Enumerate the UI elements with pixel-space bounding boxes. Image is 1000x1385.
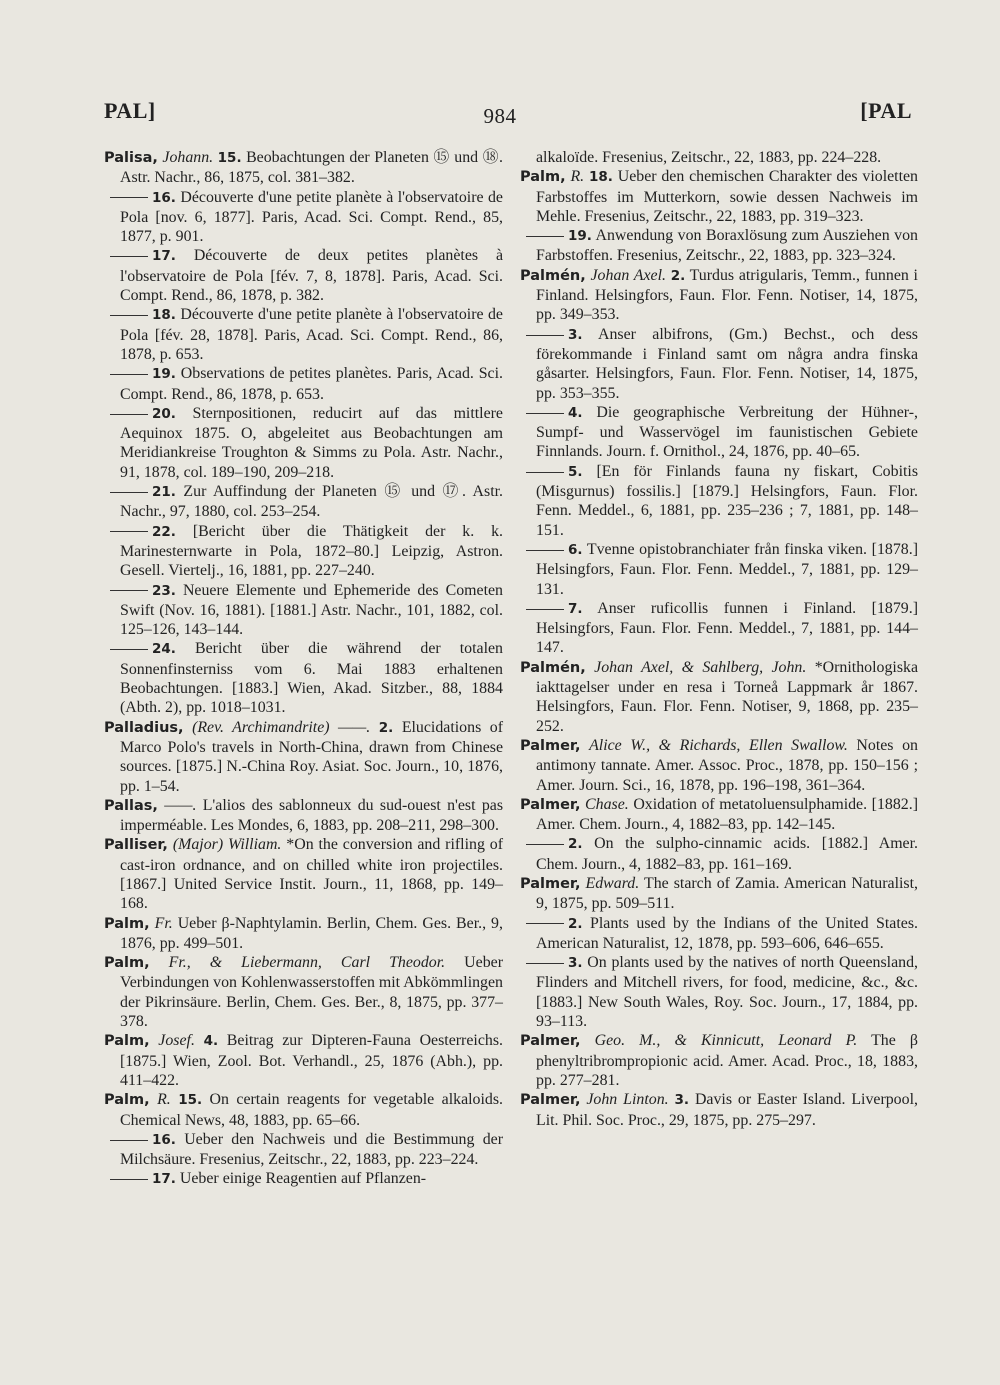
bibliography-entry <box>104 835 503 913</box>
entry-number: 3. <box>568 955 583 972</box>
ditto-dash <box>110 1179 148 1180</box>
entry-number: 23. <box>152 582 176 599</box>
bibliography-entry <box>520 736 918 795</box>
entry-text: Plants used by the Indians of the United States. American Naturalist, 12, 1878, pp. 593–606, 646–655. <box>536 914 918 952</box>
entry-text: Ueber Verbindungen von Kohlenwasserstoffen mit Abkömmlingen der Pikrinsäure. Berlin, Chem. Ges. Ber., 8, 1875, pp. 377–378. <box>120 954 503 1031</box>
author-given-name: (Major) William. <box>172 836 282 854</box>
author-surname: Palmer, <box>520 796 581 813</box>
author-given-name: (Rev. Archimandrite) ——. <box>192 718 371 736</box>
entry-number: 24. <box>152 641 176 658</box>
entry-number: 17. <box>152 248 176 265</box>
entry-number: 19. <box>568 228 592 245</box>
entry-number: 19. <box>152 366 176 383</box>
entry-number: 2. <box>568 836 583 853</box>
author-given-name: Edward. <box>585 874 640 892</box>
author-given-name: Alice W., & Richards, Ellen Swallow. <box>589 736 848 754</box>
entry-number: 15. <box>217 150 242 166</box>
bibliography-entry <box>520 167 918 226</box>
entry-number: 18. <box>588 169 613 186</box>
page-number: 984 <box>483 104 517 128</box>
bibliography-entry <box>104 404 503 482</box>
bibliography-entry <box>520 403 918 462</box>
entry-text: Découverte d'une petite planète à l'observatoire de Pola [nov. 6, 1877]. Paris, Acad. Sci. Compt. Rend., 85, 1877, p. 901. <box>120 188 503 246</box>
author-given-name: Chase. <box>585 795 629 813</box>
bibliography-entry <box>104 305 503 364</box>
entry-text: alkaloïde. Fresenius, Zeitschr., 22, 1883, pp. 224–228. <box>536 149 882 166</box>
ditto-dash <box>110 492 148 493</box>
entry-text: Beobachtungen der Planeten ⑮ und ⑱. Astr. Nachr., 86, 1875, col. 381–382. <box>120 149 503 187</box>
ditto-dash <box>526 413 564 414</box>
entry-number: 17. <box>152 1171 176 1188</box>
ditto-dash <box>526 472 564 473</box>
entry-text: Ueber einige Reagentien auf Pflanzen- <box>179 1170 427 1188</box>
author-surname: Palm, <box>104 955 150 972</box>
author-surname: Palmén, <box>520 659 586 676</box>
bibliography-entry <box>520 226 918 266</box>
ditto-dash <box>526 609 564 610</box>
entry-number: 6. <box>568 541 583 558</box>
bibliography-entry <box>104 796 503 836</box>
entry-text: Ueber β-Naphtylamin. Berlin, Chem. Ges. Ber., 9, 1876, pp. 499–501. <box>120 914 503 952</box>
entry-text: Elucidations of Marco Polo's travels in North-China, drawn from Chinese sources. [1875.] N.-China Roy. Asiat. Soc. Journ., 10, 1876, pp. 1–54. <box>120 718 503 795</box>
bibliography-entry <box>104 718 503 796</box>
right-column <box>520 148 918 1130</box>
author-surname: Palliser, <box>104 837 168 854</box>
entry-number: 7. <box>568 600 583 617</box>
entry-text: On plants used by the natives of north Queensland, Flinders and Mitchell rivers, for food, medicine, &c., &c. [1883.] New South Wales, Roy. Soc. Journ., 17, 1884, pp. 93–113. <box>536 954 918 1031</box>
entry-number: 22. <box>152 523 176 540</box>
entry-number: 2. <box>568 915 583 932</box>
author-given-name: R. <box>570 168 585 186</box>
entry-number: 18. <box>152 307 176 324</box>
bibliography-entry <box>520 874 918 914</box>
bibliography-entry <box>520 1090 918 1130</box>
bibliography-entry <box>520 914 918 954</box>
entry-text: Observations de petites planètes. Paris, Acad. Sci. Compt. Rend., 86, 1878, p. 653. <box>120 365 503 403</box>
entry-number: 3. <box>674 1092 690 1109</box>
entry-text: [Bericht über die Thätigkeit der k. k. Marinesternwarte in Pola, 1872–80.] Leipzig, Astron. Gesell. Viertelj., 16, 1881, pp. 227–240. <box>120 522 503 580</box>
ditto-dash <box>526 335 564 336</box>
entry-text: Anser ruficollis funnen i Finland. [1879.] Helsingfors, Faun. Flor. Fenn. Meddel., 7, 1881, pp. 144–147. <box>536 599 918 657</box>
entry-text: The starch of Zamia. American Naturalist, 9, 1875, pp. 509–511. <box>536 874 918 913</box>
entry-number: 20. <box>152 405 176 422</box>
entry-text: Bericht über die während der totalen Sonnenfinsterniss vom 6. Mai 1883 erhaltenen Beobachtungen. [1883.] Wien, Akad. Sitzber., 88, 1884 (Abth. 2), pp. 1018–1031. <box>120 640 503 717</box>
bibliography-entry <box>520 266 918 325</box>
author-surname: Palisa, <box>104 150 158 166</box>
entry-text: Notes on antimony tannate. Amer. Assoc. Proc., 1878, pp. 150–156 ; Amer. Journ. Sci., 16, 1878, pp. 196–198, 361–364. <box>536 736 918 794</box>
author-given-name: John Linton. <box>586 1091 669 1109</box>
author-given-name: Josef. <box>158 1032 195 1050</box>
ditto-dash <box>110 531 148 532</box>
author-given-name: ——. <box>164 796 197 814</box>
entry-number: 5. <box>568 463 583 480</box>
ditto-dash <box>110 315 148 316</box>
author-surname: Palladius, <box>104 719 184 736</box>
author-surname: Palmer, <box>520 1092 581 1109</box>
entry-number: 2. <box>670 267 686 284</box>
ditto-dash <box>526 923 564 924</box>
entry-text: *On the conversion and rifling of cast-iron ordnance, and on chilled white iron projectiles. [1867.] United Service Instit. Journ., 11, 1868, pp. 149–168. <box>120 836 503 913</box>
entry-number: 3. <box>568 326 583 343</box>
entry-text: *Ornithologiska iakttagelser under en resa i Torneå Lappmark år 1867. Helsingfors, Faun. Flor. Fenn. Notiser, 9, 1868, pp. 235–252. <box>536 658 919 735</box>
entry-text: Tvenne opistobranchiater från finska viken. [1878.] Helsingfors, Faun. Flor. Fenn. Meddel., 7, 1881, pp. 129–131. <box>536 540 918 598</box>
entry-number: 4. <box>568 404 583 421</box>
author-surname: Pallas, <box>104 797 158 814</box>
bibliography-entry <box>104 639 503 717</box>
entry-number: 2. <box>378 719 394 736</box>
header-right: [PAL <box>860 98 912 123</box>
ditto-dash <box>110 414 148 415</box>
entry-text: Anwendung von Boraxlösung zum Ausziehen von Farbstoffen. Fresenius, Zeitschr., 22, 1883, pp. 323–324. <box>536 227 918 265</box>
entry-text: Découverte d'une petite planète à l'observatoire de Pola [fév. 28, 1878]. Paris, Acad. Sci. Compt. Rend., 86, 1878, p. 653. <box>120 306 503 363</box>
entry-text: L'alios des sablonneux du sud-ouest n'est pas imperméable. Les Mondes, 6, 1883, pp. 208–211, 298–300. <box>120 796 504 835</box>
entry-text: On the sulpho-cinnamic acids. [1882.] Amer. Chem. Journ., 4, 1882–83, pp. 161–169. <box>536 835 918 873</box>
ditto-dash <box>110 649 148 650</box>
ditto-dash <box>526 236 564 237</box>
bibliography-entry <box>520 148 918 167</box>
ditto-dash <box>110 256 148 257</box>
bibliography-entry <box>104 1031 503 1090</box>
ditto-dash <box>526 844 564 845</box>
entry-text: [En för Finlands fauna ny fiskart, Cobitis (Misgurnus) fossilis.] [1879.] Helsingfors, Faun. Flor. Fenn. Meddel., 6, 1881, pp. 235–236 ; 7, 1881, pp. 148–151. <box>536 462 918 539</box>
ditto-dash <box>110 197 148 198</box>
entry-text: On certain reagents for vegetable alkaloids. Chemical News, 48, 1883, pp. 65–66. <box>120 1091 504 1129</box>
bibliography-entry <box>104 246 503 305</box>
entry-number: 16. <box>152 189 176 206</box>
author-given-name: Johan Axel, & Sahlberg, John. <box>594 658 807 676</box>
entry-text: Oxidation of metatoluensulphamide. [1882.] Amer. Chem. Journ., 4, 1882–83, pp. 142–145. <box>536 795 918 834</box>
entry-number: 16. <box>152 1131 176 1148</box>
bibliography-entry <box>104 1090 503 1130</box>
ditto-dash <box>526 550 564 551</box>
author-surname: Palmer, <box>520 737 581 754</box>
author-given-name: R. <box>157 1091 171 1109</box>
author-surname: Palmer, <box>520 875 581 892</box>
author-surname: Palmén, <box>520 267 586 284</box>
entry-text: Ueber den Nachweis und die Bestimmung der Milchsäure. Fresenius, Zeitschr., 22, 1883, pp. 223–224. <box>120 1130 503 1169</box>
ditto-dash <box>110 374 148 375</box>
bibliography-entry <box>520 953 918 1031</box>
bibliography-entry <box>520 462 918 540</box>
bibliography-entry <box>104 148 503 188</box>
author-surname: Palmer, <box>520 1033 581 1050</box>
author-surname: Palm, <box>520 169 566 186</box>
ditto-dash <box>526 963 564 964</box>
bibliography-entry <box>104 914 503 954</box>
entry-text: Sternpositionen, reducirt auf das mittlere Aequinox 1875. O, abgeleitet aus Beobachtungen am Meridiankreise Troughton & Simms zu Pola. Astr. Nachr., 91, 1878, col. 189–190, 209–218. <box>120 404 503 481</box>
entry-text: Die geographische Verbreitung der Hühner-, Sumpf- und Wasservögel im faunistischen Gebiete Finnlands. Journ. f. Ornithol., 24, 1876, pp. 40–65. <box>536 403 918 461</box>
entry-text: Découverte de deux petites planètes à l'observatoire de Pola [fév. 7, 8, 1878]. Paris, Acad. Sci. Compt. Rend., 86, 1878, p. 382. <box>120 247 504 305</box>
entry-text: Anser albifrons, (Gm.) Bechst., och dess förekommande i Finland samt om några andra finska gåsarter. Helsingfors, Faun. Flor. Fenn. Notiser, 14, 1875, pp. 353–355. <box>536 325 918 402</box>
bibliography-entry <box>104 581 503 640</box>
author-surname: Palm, <box>104 1033 150 1050</box>
entry-number: 4. <box>203 1033 219 1050</box>
author-given-name: Johann. <box>162 149 214 166</box>
entry-text: Beitrag zur Dipteren-Fauna Oesterreichs. [1875.] Wien, Zool. Bot. Verhandl., 25, 1876 (Abh.), pp. 411–422. <box>120 1032 503 1089</box>
entry-number: 15. <box>178 1092 203 1109</box>
header-left: PAL] <box>104 98 156 123</box>
bibliography-entry <box>520 658 918 736</box>
entry-text: Ueber den chemischen Charakter des violetten Farbstoffes im Mutterkorn, sowie dessen Nachweis im Mehle. Fresenius, Zeitschr., 22, 1883, pp. 319–323. <box>536 168 918 225</box>
bibliography-entry <box>520 599 918 658</box>
author-surname: Palm, <box>104 915 150 932</box>
entry-text: Davis or Easter Island. Liverpool, Lit. Phil. Soc. Proc., 29, 1875, pp. 275–297. <box>536 1091 918 1129</box>
entry-text: Neuere Elemente und Ephemeride des Cometen Swift (Nov. 16, 1881). [1881.] Astr. Nachr., 101, 1882, col. 125–126, 143–144. <box>120 581 503 639</box>
author-given-name: Fr. <box>154 914 173 932</box>
entry-text: Zur Auffindung der Planeten ⑮ und ⑰. Astr. Nachr., 97, 1880, col. 253–254. <box>120 483 503 521</box>
author-surname: Palm, <box>104 1092 150 1109</box>
bibliography-entry <box>520 325 918 403</box>
bibliography-entry <box>104 522 503 581</box>
left-column <box>104 148 503 1190</box>
ditto-dash <box>110 590 148 591</box>
bibliography-entry <box>104 188 503 247</box>
author-given-name: Johan Axel. <box>590 266 666 284</box>
entry-number: 21. <box>152 484 176 501</box>
bibliography-entry <box>104 1130 503 1170</box>
bibliography-entry <box>520 1031 918 1090</box>
bibliography-entry <box>520 795 918 835</box>
bibliography-entry <box>104 953 503 1031</box>
author-given-name: Fr., & Liebermann, Carl Theodor. <box>168 954 446 972</box>
entry-text: The β phenyltribrompropionic acid. Amer. Acad. Proc., 18, 1883, pp. 277–281. <box>536 1032 918 1089</box>
bibliography-entry <box>520 540 918 599</box>
author-given-name: Geo. M., & Kinnicutt, Leonard P. <box>594 1032 858 1050</box>
ditto-dash <box>110 1140 148 1141</box>
entry-text: Turdus atrigularis, Temm., funnen i Finland. Helsingfors, Faun. Flor. Fenn. Notiser, 14, 1875, pp. 349–353. <box>536 266 918 324</box>
bibliography-entry <box>520 834 918 874</box>
bibliography-entry <box>104 1169 503 1189</box>
bibliography-entry <box>104 482 503 522</box>
bibliography-entry <box>104 364 503 404</box>
